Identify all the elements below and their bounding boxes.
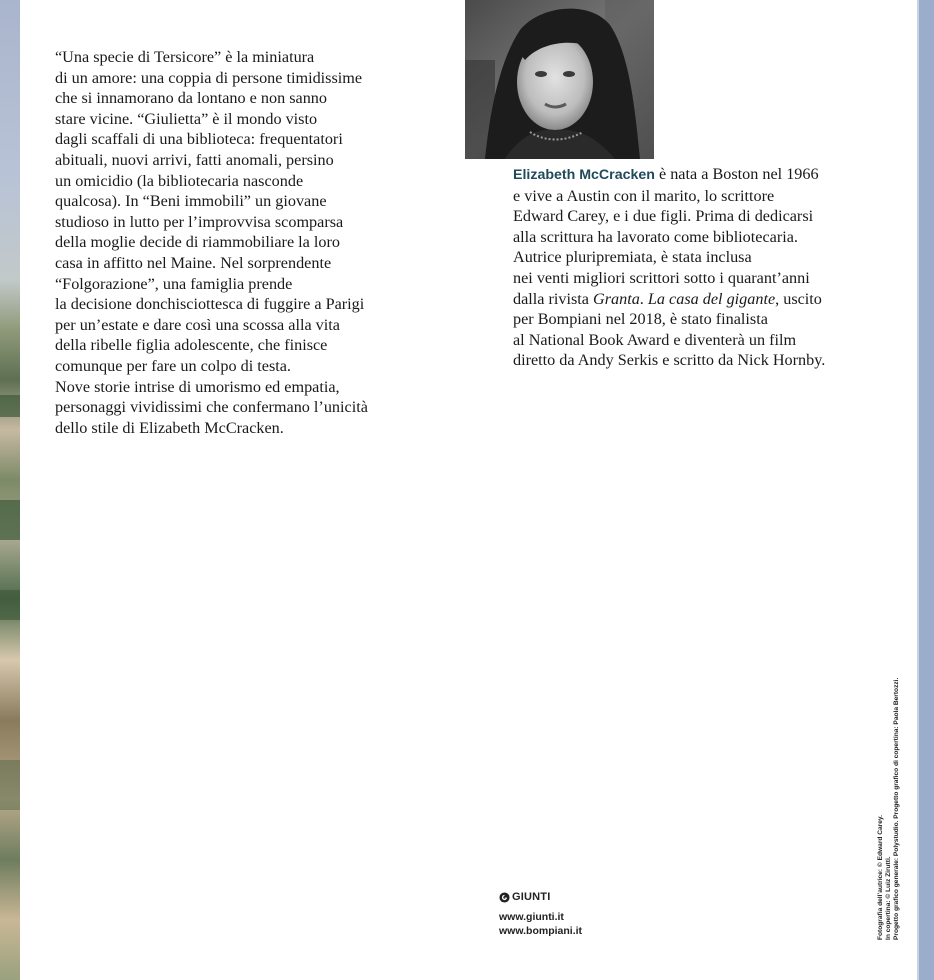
author-name: Elizabeth McCracken <box>513 167 655 183</box>
cover-art-strip <box>0 0 20 980</box>
author-bio <box>513 164 893 371</box>
author-bio-text-end: , uscito per Bompiani nel 2018, è stato finalista al National Book Award e diventerà un film diretto da Andy Serkis e scritto da Nick Hornby. <box>513 289 826 370</box>
publisher-site-giunti[interactable]: www.giunti.it <box>499 911 564 923</box>
spine-edge <box>917 0 919 980</box>
publisher-logo-text: GIUNTI <box>512 891 551 903</box>
publisher-logo <box>499 890 582 904</box>
credit-line-cover: In copertina: © Luiz Zirutti. <box>885 856 893 940</box>
magazine-title: Granta <box>593 289 640 308</box>
author-photo <box>465 0 654 159</box>
author-bio-separator: . <box>639 289 648 308</box>
cover-art-foliage <box>0 395 20 417</box>
cover-art-foliage <box>0 760 20 810</box>
spine-strip <box>917 0 934 980</box>
book-title: La casa del gigante <box>647 289 776 308</box>
cover-art-foliage <box>0 500 20 540</box>
publisher-sites <box>499 910 582 938</box>
author-bio-text: è nata a Boston nel 1966 e vive a Austin con il marito, lo scrittore Edward Carey, e i due figli. Prima di dedicarsi alla scrittura ha lavorato come bibliotecaria. Autrice pluripremiata, è stata inclusa nei venti migliori scrittori sotto i quarant’anni dalla rivista <box>513 165 819 308</box>
cover-art-foliage <box>0 590 20 620</box>
book-blurb: “Una specie di Tersicore” è la miniatura di un amore: una coppia di persone timidissime che si innamorano da lontano e non sanno stare vicine. “Giulietta” è il mondo visto dagli scaffali di una biblioteca: frequentatori abituali, nuovi arrivi, fatti anomali, persino un omicidio (la bibliotecaria nasconde qualcosa). In “Beni immobili” un giovane studioso in lutto per l’improvvisa scomparsa della moglie decide di riammobiliare la loro casa in affitto nel Maine. Nel sorprendente “Folgorazione”, una famiglia prende la decisione donchisciottesca di fuggire a Parigi per un’estate e dare così una scossa alla vita della ribelle figlia adolescente, che finisce comunque per fare un colpo di testa. Nove storie intrise di umorismo ed empatia, personaggi vividissimi che confermano l’unicità dello stile di Elizabeth McCracken. <box>55 48 368 437</box>
publisher-site-bompiani[interactable]: www.bompiani.it <box>499 925 583 937</box>
giunti-g-icon <box>499 892 510 903</box>
author-portrait-image <box>465 0 654 159</box>
credit-line-photo: Fotografia dell’autrice: © Edward Carey. <box>877 815 884 940</box>
credit-line-design: Progetto grafico generale: Polystudio. Progetto grafico di copertina: Paola Bertozzi. <box>893 677 901 940</box>
publisher-block <box>499 890 582 938</box>
image-credits <box>877 678 902 940</box>
